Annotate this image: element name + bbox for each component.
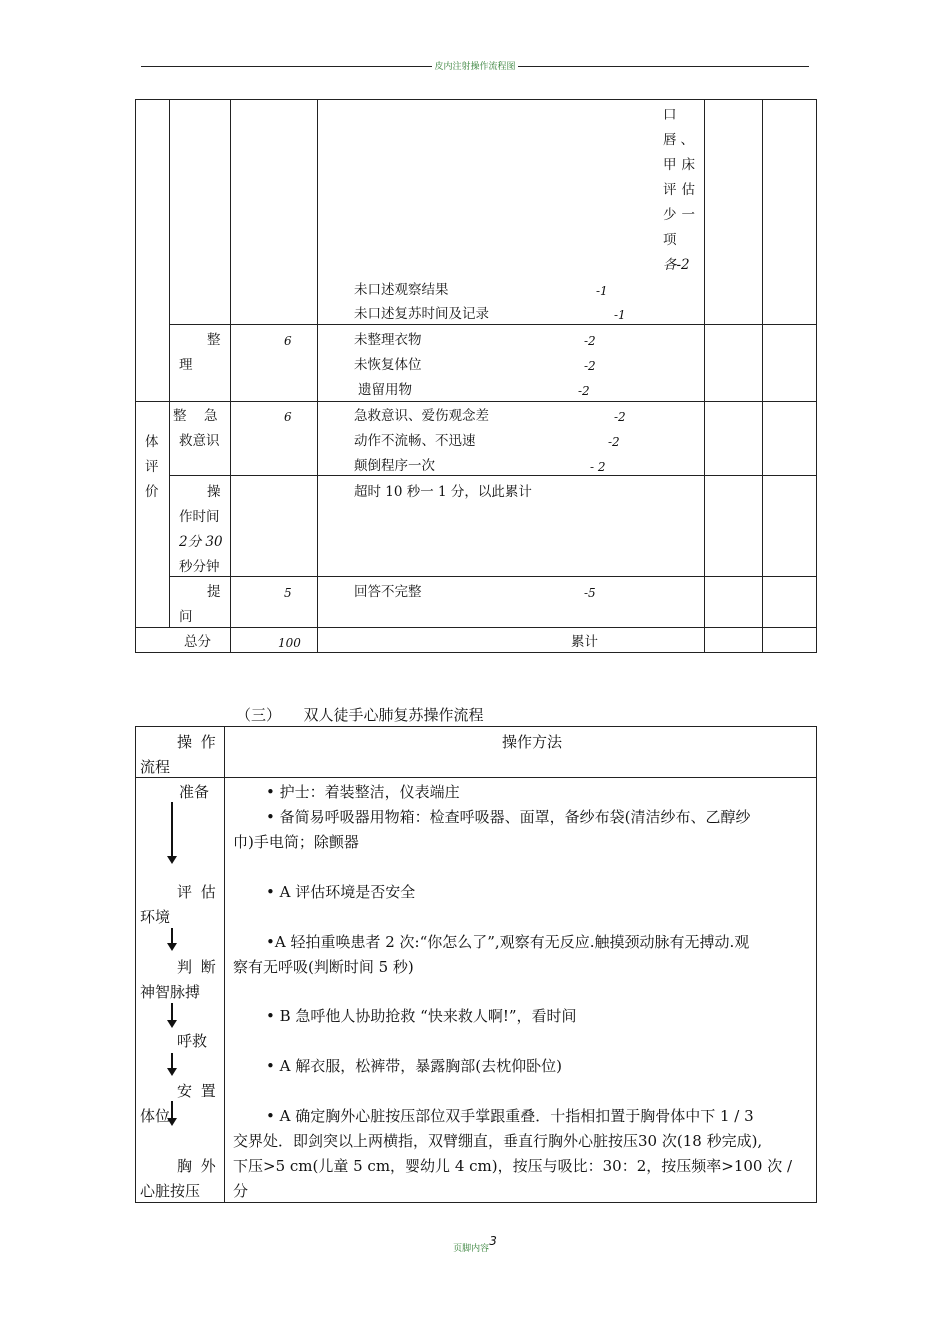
col-header-method: 操作方法	[502, 733, 563, 751]
deduct-text: 超时 10 秒一 1 分，以此累计	[354, 484, 532, 500]
deduct-points: -2	[608, 435, 620, 449]
deduct-points: -1	[596, 284, 608, 298]
flow-step: 心脏按压	[140, 1182, 201, 1200]
table1-line	[135, 401, 817, 402]
item-score: 5	[284, 586, 292, 600]
col-char: 项	[663, 232, 677, 248]
table2-border-top	[135, 726, 817, 727]
col-header-flow: 流程	[140, 758, 171, 776]
table1-line	[169, 99, 170, 627]
footer-text: 页脚内容	[453, 1244, 490, 1254]
item-name: 2分 30	[179, 534, 223, 550]
deduct-points: -2	[614, 410, 626, 424]
table1-border-top	[135, 99, 817, 100]
deduct-text: 未整理衣物	[354, 332, 422, 348]
method-line: 分	[233, 1182, 249, 1200]
method-line: • A 解衣服，松裤带，暴露胸部(去枕仰卧位)	[266, 1057, 562, 1075]
col-char: 各-2	[663, 257, 690, 273]
flow-step: 胸 外	[177, 1157, 218, 1175]
deduct-text: 颠倒程序一次	[354, 458, 435, 474]
col-char: 少一	[663, 207, 700, 223]
page-number: 3	[489, 1234, 497, 1248]
deduct-text: 遗留用物	[358, 382, 412, 398]
deduct-points: -2	[584, 359, 596, 373]
item-name: 整 急	[173, 408, 220, 424]
col-header-flow: 操 作	[177, 733, 218, 751]
page-footer	[0, 1234, 950, 1254]
flow-step: 体位	[140, 1107, 171, 1125]
table1-line	[135, 627, 817, 628]
item-name: 整	[207, 332, 221, 348]
method-line: 察有无呼吸(判断时间 5 秒)	[233, 958, 414, 976]
header-title: 皮内注射操作流程图	[434, 62, 516, 72]
flow-step: 呼救	[177, 1032, 208, 1050]
deduct-text: 未恢复体位	[354, 357, 422, 373]
col-char: 口	[663, 107, 677, 123]
deduct-text: 未口述复苏时间及记录	[354, 306, 489, 322]
table1-line	[317, 99, 318, 653]
deduct-text: 动作不流畅、不迅速	[354, 433, 476, 449]
table1-line	[762, 99, 763, 653]
method-line: • B 急呼他人协助抢救 “快来救人啊!”，看时间	[266, 1007, 577, 1025]
total-score: 100	[278, 636, 301, 650]
flow-step: 判 断	[177, 958, 218, 976]
down-arrow-icon	[171, 1053, 173, 1069]
down-arrow-icon	[171, 802, 173, 857]
table1-line	[704, 99, 705, 653]
group-label: 价	[145, 484, 159, 500]
item-name: 提	[207, 584, 221, 600]
method-line: 巾)手电筒；除颤器	[233, 833, 359, 851]
down-arrow-icon	[171, 928, 173, 944]
table1-border-right	[816, 99, 817, 653]
deduct-text: 回答不完整	[354, 584, 422, 600]
item-name: 问	[179, 609, 193, 625]
down-arrow-icon	[171, 1003, 173, 1021]
method-line: • 护士：着装整洁，仪表端庄	[266, 783, 460, 801]
deduct-points: -2	[584, 334, 596, 348]
group-label: 评	[145, 459, 159, 475]
col-char: 评估	[663, 182, 700, 198]
table2-line	[135, 777, 817, 778]
deduct-points: - 2	[590, 460, 606, 474]
col-char: 唇、	[663, 132, 698, 148]
deduct-points: -2	[578, 384, 590, 398]
method-line: 下压>5 cm(儿童 5 cm，婴幼儿 4 cm)，按压与吸比：30：2，按压频率>100 次 /	[233, 1157, 793, 1175]
col-char: 甲床	[663, 157, 700, 173]
table1-line	[230, 99, 231, 653]
table2-border-right	[816, 726, 817, 1203]
flow-step: 神智脉搏	[140, 983, 201, 1001]
total-note: 累计	[571, 634, 598, 650]
method-line: • A 评估环境是否安全	[266, 883, 416, 901]
item-score: 6	[284, 410, 292, 424]
deduct-text: 急救意识、爱伤观念差	[354, 408, 489, 424]
method-line: • 备简易呼吸器用物箱：检查呼吸器、面罩，备纱布袋(清洁纱布、乙醇纱	[266, 808, 751, 826]
item-name: 操	[207, 484, 221, 500]
deduct-points: -5	[584, 586, 596, 600]
deduct-text: 未口述观察结果	[354, 282, 449, 298]
section-title: （三） 双人徒手心肺复苏操作流程	[236, 706, 484, 724]
table2-line	[224, 726, 225, 1203]
item-name: 理	[179, 357, 193, 373]
item-name: 作时间	[179, 509, 220, 525]
table1-line	[169, 324, 817, 325]
table1-line	[169, 475, 817, 476]
item-name: 秒分钟	[179, 559, 220, 575]
table1-border-bottom	[135, 652, 817, 653]
table2-border-left	[135, 726, 136, 1203]
flow-step: 安 置	[177, 1082, 218, 1100]
method-line: 交界处．即剑突以上两横指，双臂绷直，垂直行胸外心脏按压30 次(18 秒完成),	[233, 1132, 763, 1150]
table1-border-left	[135, 99, 136, 653]
flow-step: 准备	[179, 783, 210, 801]
item-score: 6	[284, 334, 292, 348]
method-line: • A 确定胸外心脏按压部位双手掌跟重叠．十指相扣置于胸骨体中下 1 / 3	[266, 1107, 754, 1125]
deduct-points: -1	[614, 308, 626, 322]
item-name: 救意识	[179, 433, 220, 449]
flow-step: 评 估	[177, 883, 218, 901]
method-line: •A 轻拍重唤患者 2 次:“你怎么了”,观察有无反应.触摸颈动脉有无搏动.观	[266, 933, 750, 951]
down-arrow-icon	[171, 1101, 173, 1119]
table1-line	[169, 576, 817, 577]
group-label: 体	[145, 434, 159, 450]
total-label: 总分	[184, 634, 211, 650]
flow-step: 环境	[140, 908, 171, 926]
